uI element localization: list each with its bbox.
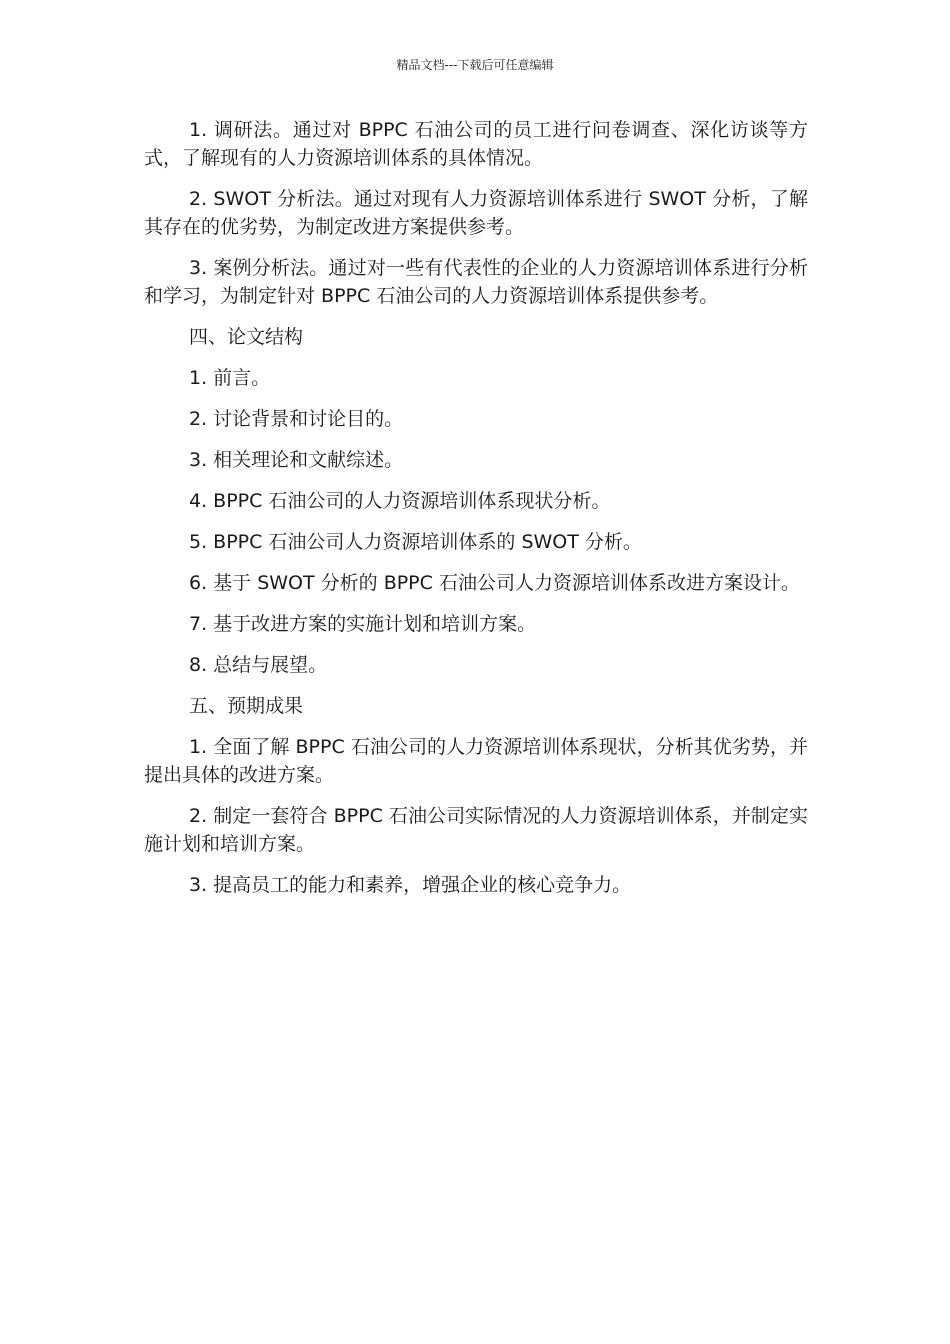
structure-item-5: 5. BPPC 石油公司人力资源培训体系的 SWOT 分析。 — [189, 531, 642, 553]
structure-item-8: 8. 总结与展望。 — [189, 654, 328, 676]
page-header: 精品文档---下载后可任意编辑 — [396, 58, 554, 72]
structure-item-3: 3. 相关理论和文献综述。 — [189, 449, 404, 471]
paragraph-case-method: 3. 案例分析法。通过对一些有代表性的企业的人力资源培训体系进行分析和学习，为制定针对 BPPC 石油公司的人力资源培训体系提供参考。 — [144, 257, 808, 307]
structure-item-2: 2. 讨论背景和讨论目的。 — [189, 408, 404, 430]
section-heading-outcomes: 五、预期成果 — [189, 695, 304, 717]
structure-item-4: 4. BPPC 石油公司的人力资源培训体系现状分析。 — [189, 490, 611, 512]
paragraph-research-method: 1. 调研法。通过对 BPPC 石油公司的员工进行问卷调查、深化访谈等方式，了解现有的人力资源培训体系的具体情况。 — [144, 119, 808, 169]
outcome-item-3: 3. 提高员工的能力和素养，增强企业的核心竞争力。 — [189, 874, 632, 896]
outcome-item-1: 1. 全面了解 BPPC 石油公司的人力资源培训体系现状，分析其优劣势，并提出具体的改进方案。 — [144, 736, 808, 786]
paragraph-swot-method: 2. SWOT 分析法。通过对现有人力资源培训体系进行 SWOT 分析，了解其存在的优劣势，为制定改进方案提供参考。 — [144, 188, 808, 238]
outcome-item-2: 2. 制定一套符合 BPPC 石油公司实际情况的人力资源培训体系，并制定实施计划和培训方案。 — [144, 805, 808, 855]
structure-item-6: 6. 基于 SWOT 分析的 BPPC 石油公司人力资源培训体系改进方案设计。 — [189, 572, 800, 594]
section-heading-structure: 四、论文结构 — [189, 326, 304, 348]
structure-item-7: 7. 基于改进方案的实施计划和培训方案。 — [189, 613, 537, 635]
document-body — [144, 116, 808, 912]
structure-item-1: 1. 前言。 — [189, 367, 271, 389]
